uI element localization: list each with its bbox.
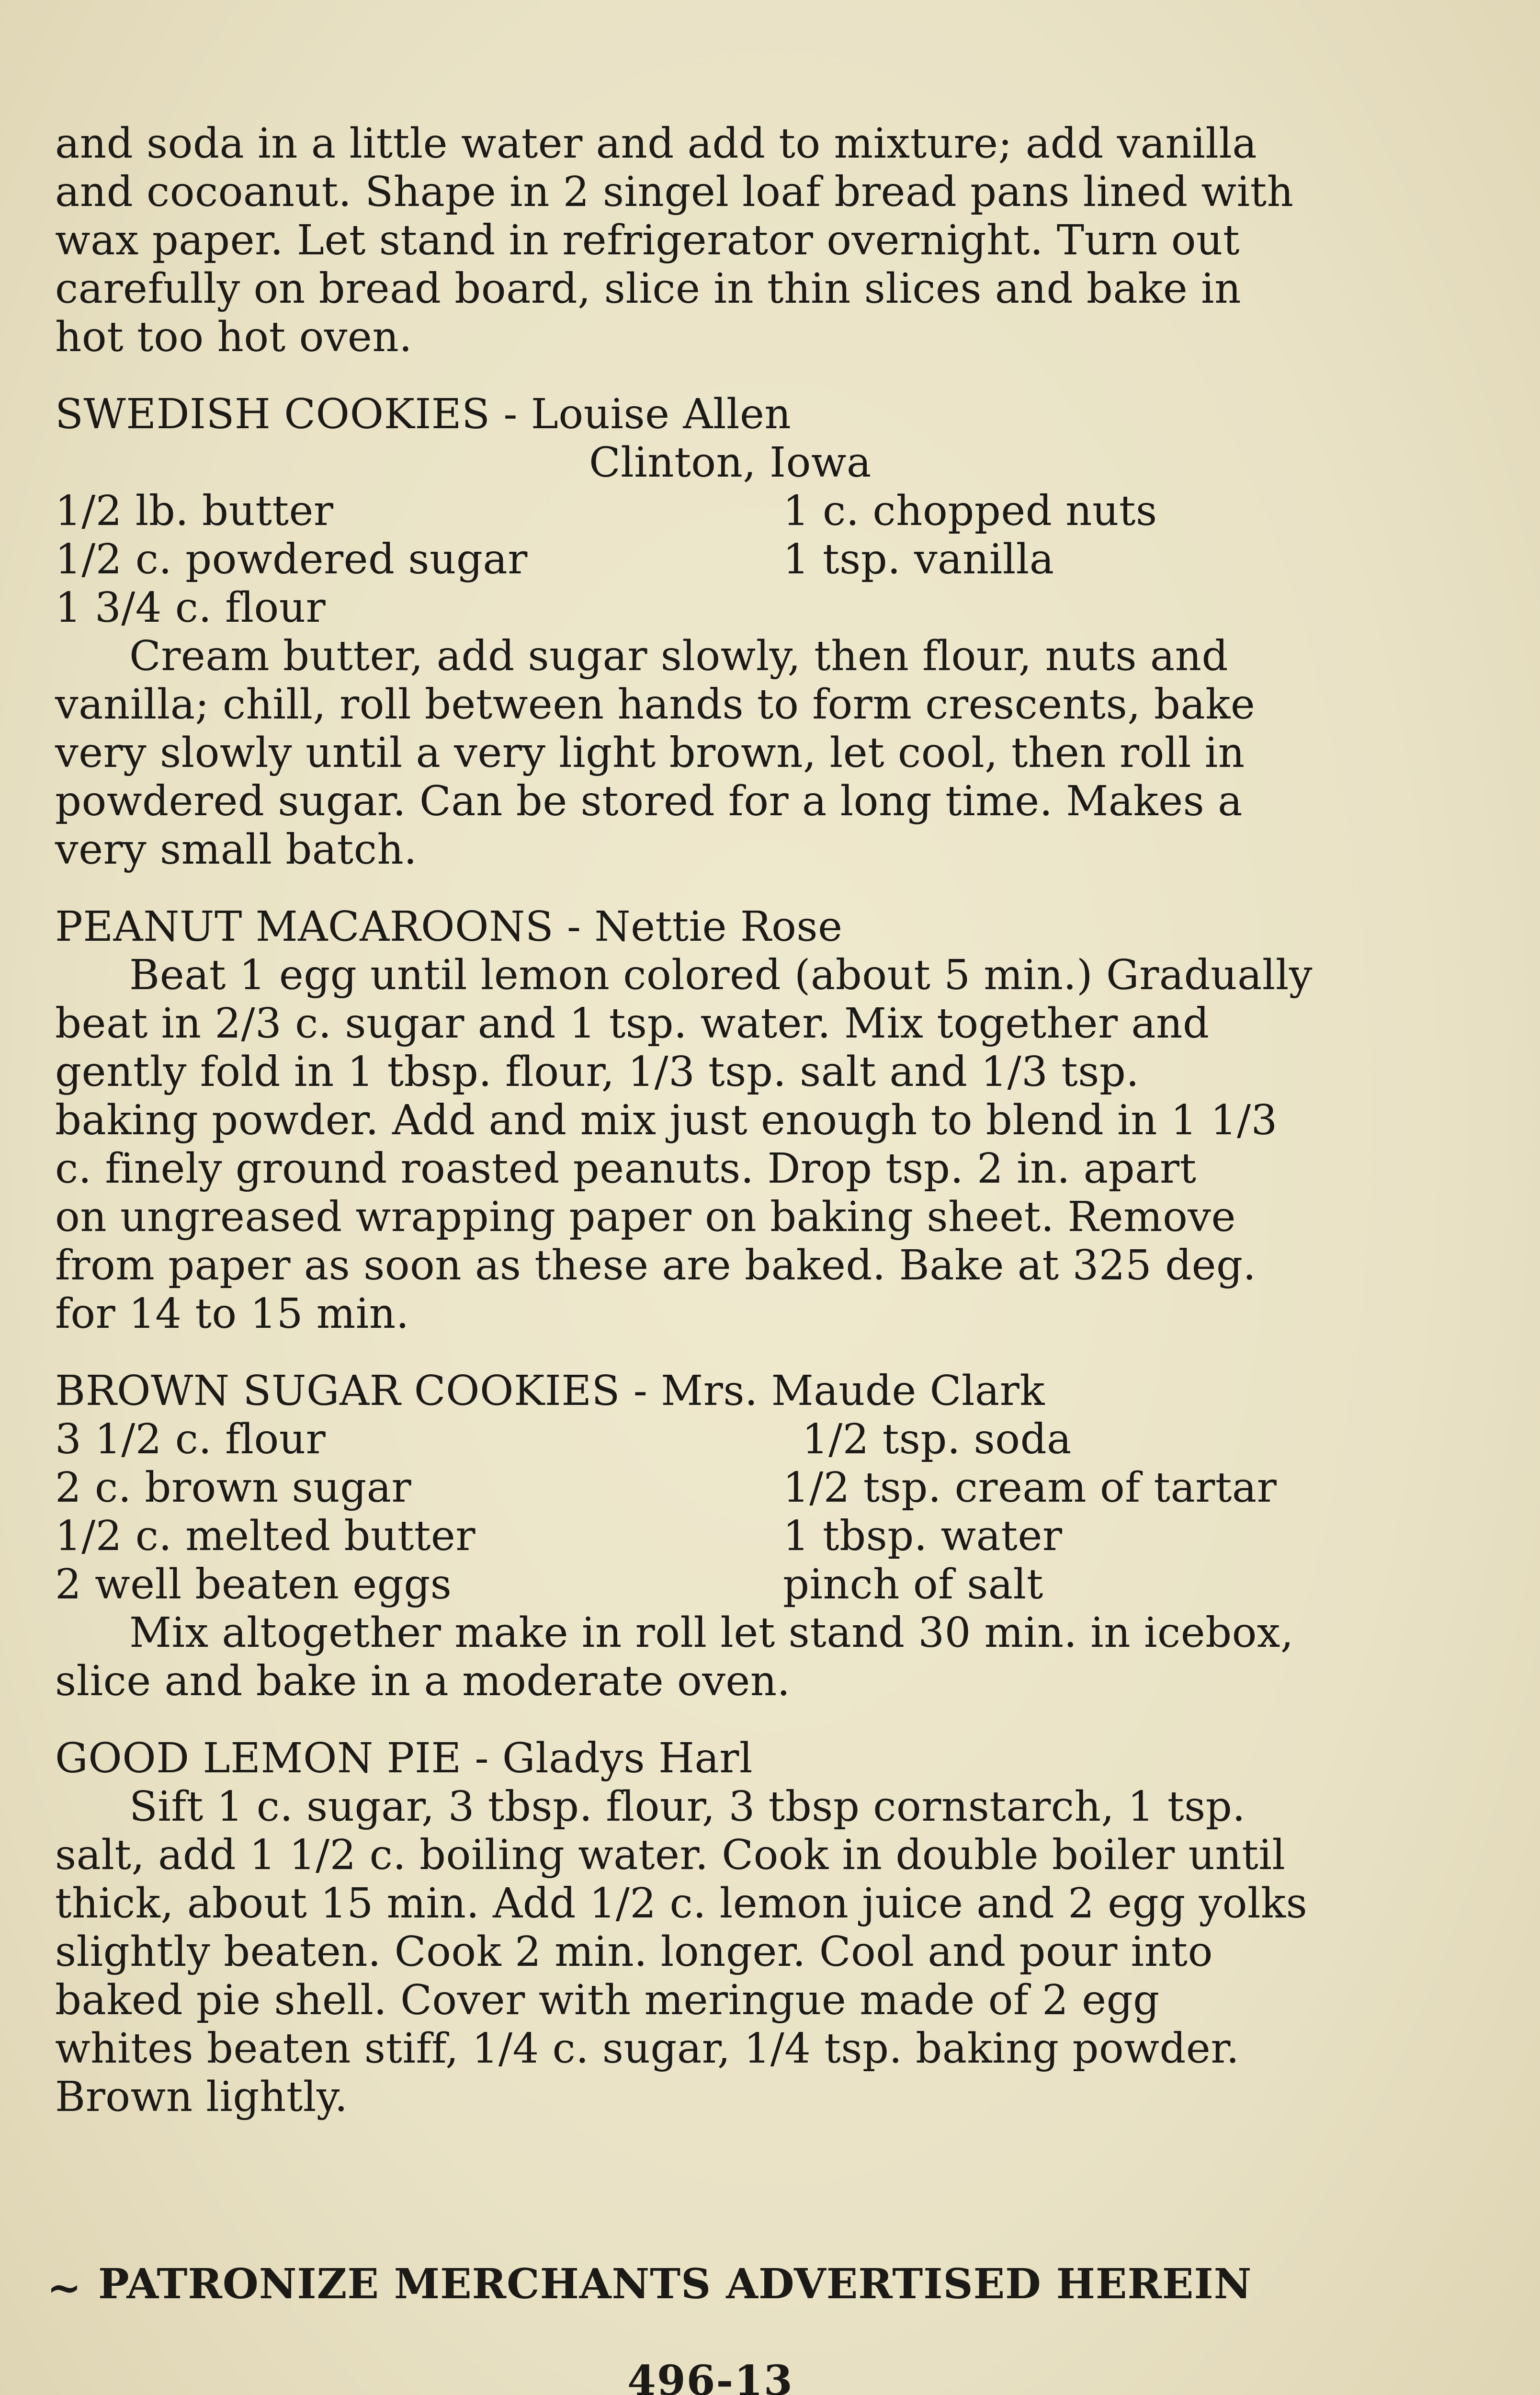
recipe-title: SWEDISH COOKIES - Louise Allen [55,390,792,438]
text-line: c. finely ground roasted peanuts. Drop tsp. 2 in. apart [55,1145,1197,1193]
ingredient-row [55,487,1492,536]
text-line: and soda in a little water and add to mixture; add vanilla [55,120,1257,168]
ingredient: 1 c. chopped nuts [783,487,1157,535]
ingredient: 1/2 lb. butter [55,487,334,535]
ingredient: pinch of salt [783,1561,1043,1608]
ingredient: 1/2 c. powdered sugar [55,536,528,583]
ingredient-row [55,584,1492,632]
ingredient: 1/2 tsp. soda [802,1415,1072,1463]
recipe-good-lemon-pie [55,1734,1492,2121]
ingredient: 1 3/4 c. flour [55,584,326,632]
recipe-location: Clinton, Iowa [589,439,872,487]
text-line: baking powder. Add and mix just enough to blend in 1 1/3 [55,1096,1278,1144]
recipe-peanut-macaroons [55,903,1492,1338]
ingredient: 1 tsp. vanilla [783,536,1054,583]
ingredient-row [55,1512,1492,1561]
text-line: and cocoanut. Shape in 2 singel loaf bread pans lined with [55,168,1294,216]
text-line: from paper as soon as these are baked. Bake at 325 deg. [55,1242,1257,1289]
text-line: whites beaten stiff, 1/4 c. sugar, 1/4 tsp. baking powder. [55,2025,1240,2073]
page-number: 496-13 [627,2357,793,2395]
text-line: beat in 2/3 c. sugar and 1 tsp. water. Mix together and [55,1000,1210,1048]
ingredient: 2 c. brown sugar [55,1464,412,1512]
ingredient-row [55,1415,1492,1464]
text-line: Brown lightly. [55,2073,348,2121]
text-line: on ungreased wrapping paper on baking sheet. Remove [55,1193,1236,1241]
text-line: powdered sugar. Can be stored for a long time. Makes a [55,777,1243,825]
footer-slogan: PATRONIZE MERCHANTS ADVERTISED HEREIN [98,2260,1252,2308]
recipe-heading: PEANUT MACAROONS - Nettie Rose [55,903,843,951]
text-line: wax paper. Let stand in refrigerator overnight. Turn out [55,217,1240,264]
ingredient: 2 well beaten eggs [55,1561,452,1608]
text-line: thick, about 15 min. Add 1/2 c. lemon juice and 2 egg yolks [55,1880,1308,1927]
footer-mark: ~ [47,2264,82,2312]
text-line: hot too hot oven. [55,313,413,361]
recipe-swedish-cookies [55,390,1492,874]
text-line: vanilla; chill, roll between hands to form crescents, bake [55,681,1256,729]
text-line: slice and bake in a moderate oven. [55,1657,791,1705]
recipe-heading: GOOD LEMON PIE - Gladys Harl [55,1734,753,1782]
text-line: Cream butter, add sugar slowly, then flour, nuts and [129,632,1229,680]
text-line: for 14 to 15 min. [55,1290,409,1338]
ingredient: 3 1/2 c. flour [55,1415,326,1463]
ingredient-row [55,536,1492,584]
recipe-heading [55,390,1492,439]
recipe-page [55,120,1492,2121]
text-line: Sift 1 c. sugar, 3 tbsp. flour, 3 tbsp cornstarch, 1 tsp. [129,1783,1246,1831]
text-line: baked pie shell. Cover with meringue made of 2 egg [55,1976,1160,2024]
ingredient-row [55,1561,1492,1609]
text-line: very small batch. [55,826,418,874]
ingredient-row [55,1464,1492,1512]
text-line: very slowly until a very light brown, let cool, then roll in [55,729,1245,777]
intro-paragraph [55,120,1492,362]
ingredient: 1/2 tsp. cream of tartar [783,1464,1277,1512]
ingredient: 1 tbsp. water [783,1512,1063,1560]
text-line: carefully on bread board, slice in thin slices and bake in [55,265,1241,313]
text-line: gently fold in 1 tbsp. flour, 1/3 tsp. salt and 1/3 tsp. [55,1048,1140,1096]
recipe-heading: BROWN SUGAR COOKIES - Mrs. Maude Clark [55,1367,1045,1415]
text-line: slightly beaten. Cook 2 min. longer. Cool and pour into [55,1928,1213,1976]
ingredient: 1/2 c. melted butter [55,1512,476,1560]
recipe-brown-sugar-cookies [55,1367,1492,1706]
text-line: Beat 1 egg until lemon colored (about 5 min.) Gradually [129,951,1313,999]
text-line: salt, add 1 1/2 c. boiling water. Cook in double boiler until [55,1831,1286,1879]
text-line: Mix altogether make in roll let stand 30 min. in icebox, [129,1609,1294,1657]
